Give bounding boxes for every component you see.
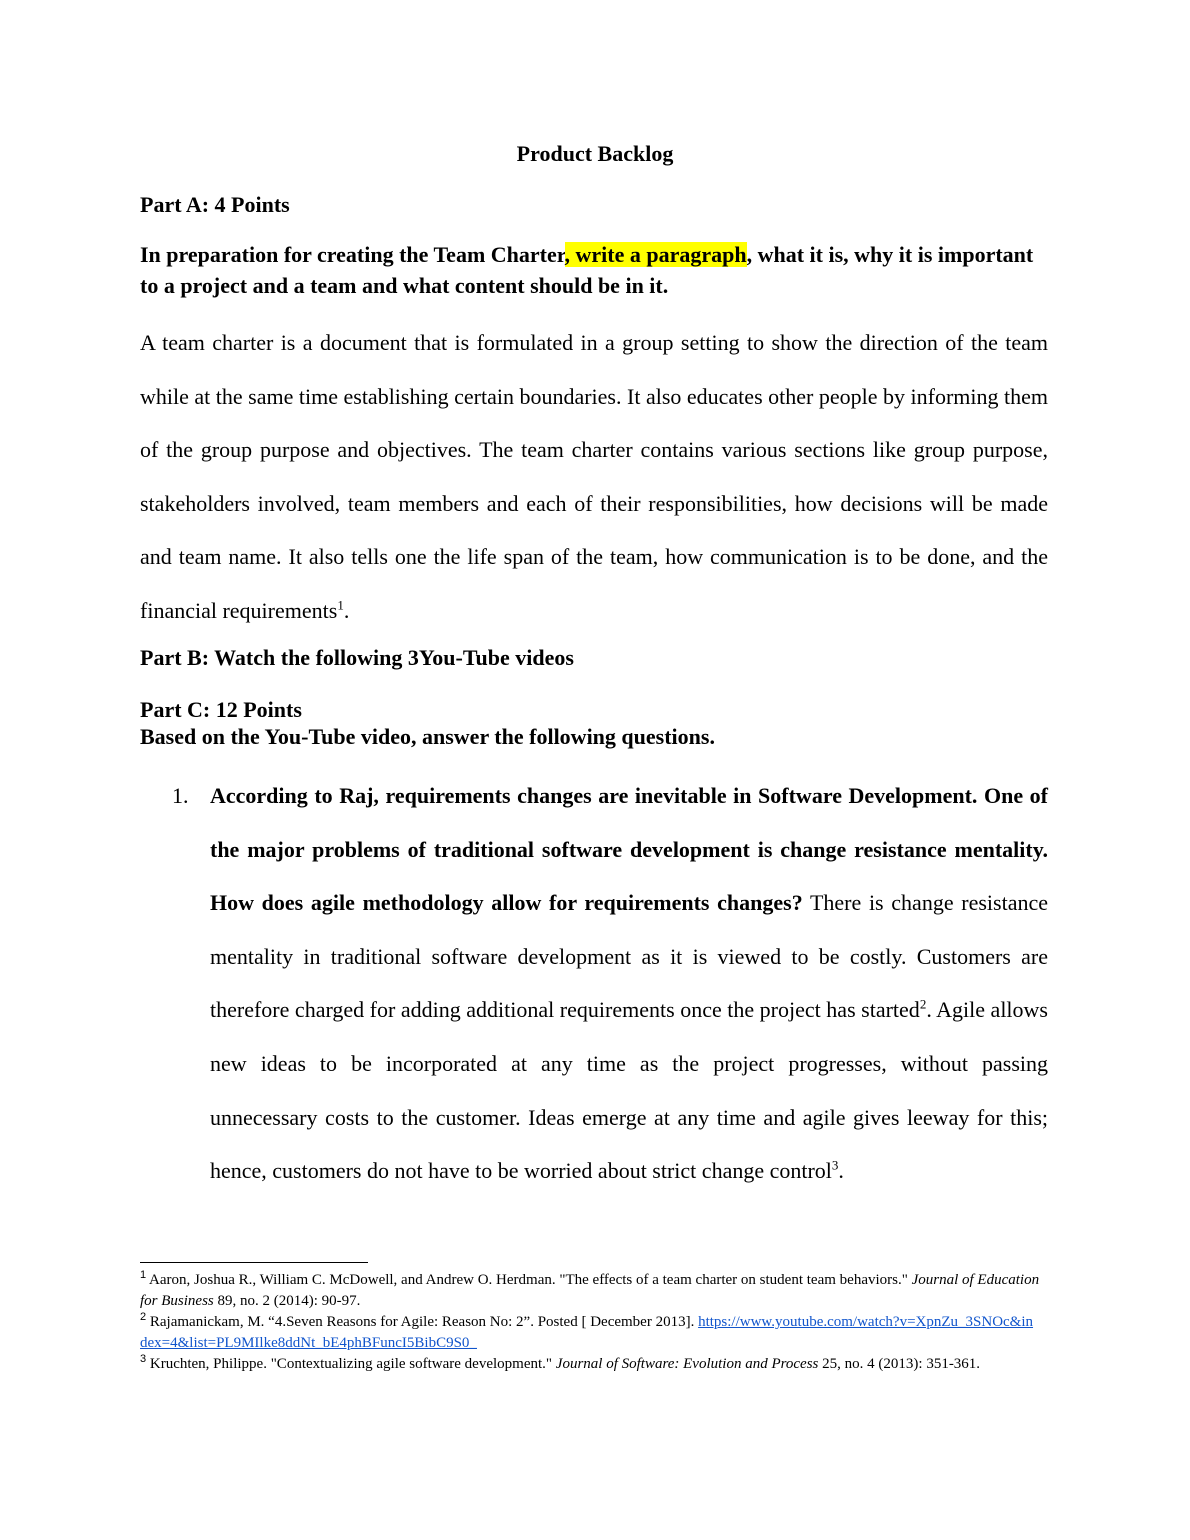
answer-end: .	[838, 1158, 844, 1184]
footnote-journal: Journal of Education for Business	[140, 1272, 1040, 1309]
part-a-answer	[140, 316, 1048, 638]
part-c-header	[140, 696, 1050, 750]
footnote-ref-2[interactable]: 2	[919, 997, 927, 1013]
footnote-mark: 1	[140, 1269, 147, 1281]
part-c-heading: Part C: 12 Points	[140, 697, 302, 722]
footnote-mark: 2	[140, 1311, 147, 1323]
footnote-text: Kruchten, Philippe. "Contextualizing agile software development."	[146, 1356, 556, 1372]
answer-text-2: . Agile allows new ideas to be incorporated at any time as the project progresses, without passing unnecessary costs to the customer. Ideas emerge at any time and agile gives leeway for this; hence, customers do not have to be worried about strict change control	[210, 997, 1048, 1184]
part-a-heading: Part A: 4 Points	[140, 192, 290, 217]
part-a-prompt	[140, 239, 1050, 301]
footnote-3	[140, 1354, 1040, 1375]
footnote-mark: 3	[140, 1353, 147, 1365]
part-a-answer-text: A team charter is a document that is formulated in a group setting to show the direction of the team while at the same time establishing certain boundaries. It also educates other people by informing them of the group purpose and objectives. The team charter contains various sections like group purpose, stakeholders involved, team members and each of their responsibilities, how decisions will be made and team name. It also tells one the life span of the team, how communication is to be done, and the financial requirements	[140, 330, 1048, 623]
footnote-separator	[140, 1262, 368, 1263]
footnote-journal: Journal of Software: Evolution and Process	[555, 1356, 819, 1372]
prompt-highlight: , write a paragraph	[564, 242, 747, 267]
footnote-ref-3[interactable]: 3	[831, 1157, 839, 1173]
footnote-text: Rajamanickam, M. “4.Seven Reasons for Agile: Reason No: 2”. Posted [ December 2013].	[146, 1314, 699, 1330]
part-b-heading: Part B: Watch the following 3You-Tube videos	[140, 645, 574, 670]
page-title: Product Backlog	[516, 141, 674, 166]
footnotes	[140, 1270, 1040, 1375]
youtube-link[interactable]: https://www.youtube.com/watch?v=XpnZu_3SNOc&index=4&list=PL9MIlke8ddNt_bE4phBFuncI5BibC9S0_	[140, 1314, 1034, 1351]
list-item	[210, 769, 1048, 1198]
list-item-number: 1.	[172, 783, 189, 808]
footnote-text-end: 25, no. 4 (2013): 351-361.	[818, 1356, 981, 1372]
question-text: According to Raj, requirements changes are inevitable in Software Development. One of the major problems of traditional software development is change resistance mentality. How does agile methodology allow for requirements changes?	[210, 783, 1048, 916]
footnote-2	[140, 1312, 1040, 1354]
prompt-text-end: , what it is, why it is important to a project and a team and what content should be in it.	[140, 242, 1034, 298]
answer-text-1: There is change resistance mentality in traditional software development as it is viewed to be costly. Customers are therefore charged for adding additional requirements once the project has started	[210, 890, 1048, 1023]
prompt-text-start: In preparation for creating the Team Charter	[140, 242, 565, 267]
footnote-1	[140, 1270, 1040, 1312]
footnote-text-end: 89, no. 2 (2014): 90-97.	[213, 1293, 361, 1309]
footnote-text: Aaron, Joshua R., William C. McDowell, and Andrew O. Herdman. "The effects of a team charter on student team behaviors."	[146, 1272, 912, 1288]
footnote-ref-1[interactable]: 1	[337, 597, 344, 613]
part-a-answer-end: .	[343, 597, 350, 623]
part-c-subheading: Based on the You-Tube video, answer the following questions.	[140, 724, 715, 749]
